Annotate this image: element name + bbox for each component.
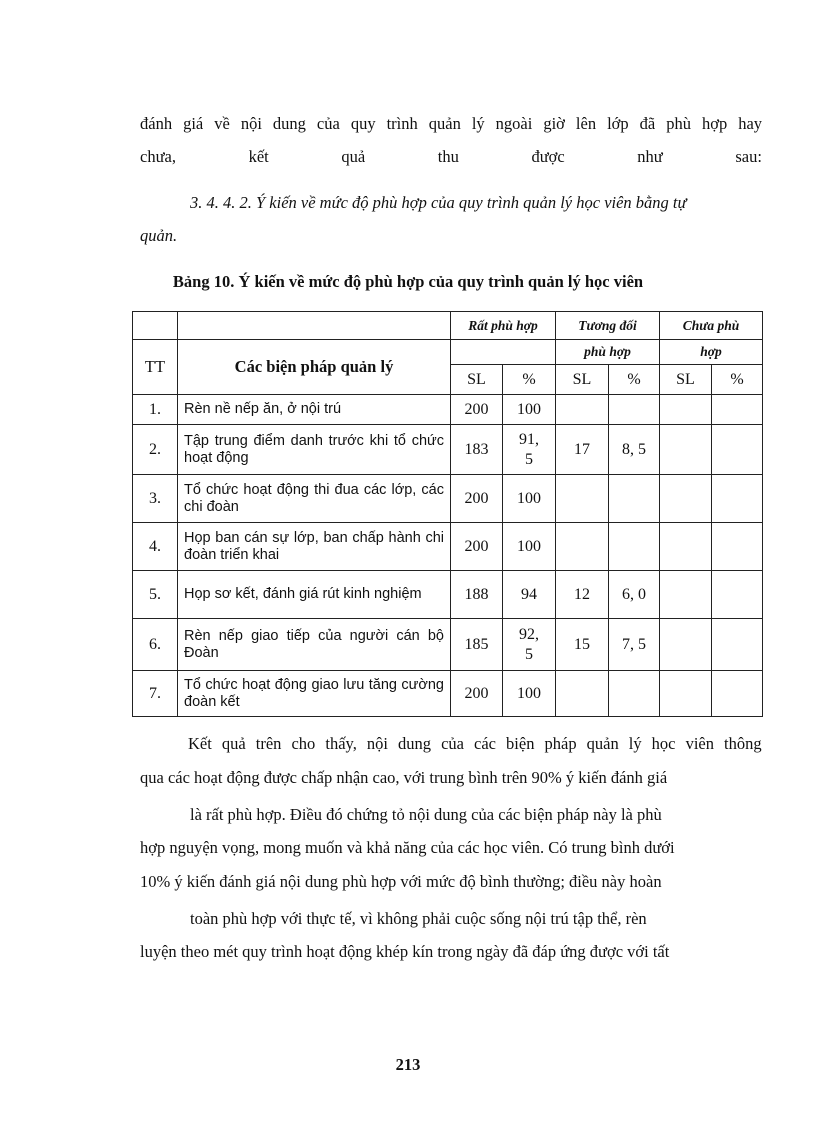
row-name: Tổ chức hoạt động thi đua các lớp, các chi đoàn — [178, 475, 451, 523]
word: chưa, — [140, 147, 176, 166]
results-table — [132, 311, 763, 717]
header-blank-1 — [133, 312, 178, 340]
table-row — [133, 475, 763, 523]
row-pct3 — [712, 395, 763, 425]
row-pct3 — [712, 475, 763, 523]
header-pct: % — [503, 365, 556, 395]
row-sl3 — [660, 395, 712, 425]
row-pct2: 7, 5 — [609, 619, 660, 671]
row-name: Rèn nếp giao tiếp của người cán bộ Đoàn — [178, 619, 451, 671]
row-pct2: 8, 5 — [609, 425, 660, 475]
row-sl2: 17 — [556, 425, 609, 475]
section-heading: 3. 4. 4. 2. Ý kiến về mức độ phù hợp của quy trình quản lý học viên bằng tự — [190, 193, 687, 212]
row-sl2 — [556, 395, 609, 425]
row-tt: 4. — [133, 523, 178, 571]
page-number: 213 — [395, 1055, 421, 1074]
header-relatively-suitable-2: phù hợp — [556, 340, 660, 365]
table-caption: Bảng 10. Ý kiến về mức độ phù hợp của quy trình quản lý học viên — [172, 272, 644, 291]
row-pct2: 6, 0 — [609, 571, 660, 619]
paragraph-line-1 — [188, 733, 762, 755]
row-sl3 — [660, 671, 712, 717]
word: sau: — [735, 147, 762, 166]
row-sl2: 15 — [556, 619, 609, 671]
paragraph-line-5: 10% ý kiến đánh giá nội dung phù hợp với mức độ bình thường; điều này hoàn — [140, 872, 662, 891]
table-row — [133, 571, 763, 619]
header-pct: % — [712, 365, 763, 395]
paragraph-line-4: hợp nguyện vọng, mong muốn và khả năng của các học viên. Có trung bình dưới — [140, 838, 675, 857]
word: quả — [341, 147, 366, 166]
header-blank-3 — [451, 340, 556, 365]
row-pct1: 100 — [503, 395, 556, 425]
row-pct2 — [609, 523, 660, 571]
row-sl1: 185 — [451, 619, 503, 671]
row-pct3 — [712, 523, 763, 571]
word: thu — [437, 147, 459, 166]
row-name: Họp ban cán sự lớp, ban chấp hành chi đoàn triển khai — [178, 523, 451, 571]
header-tt: TT — [133, 340, 178, 395]
row-pct3 — [712, 425, 763, 475]
header-not-suitable-2: hợp — [660, 340, 763, 365]
header-blank-2 — [178, 312, 451, 340]
row-pct3 — [712, 619, 763, 671]
row-sl1: 200 — [451, 523, 503, 571]
row-sl2 — [556, 671, 609, 717]
row-sl3 — [660, 523, 712, 571]
intro-line-2 — [140, 146, 762, 168]
row-sl3 — [660, 425, 712, 475]
table-row — [133, 425, 763, 475]
row-sl3 — [660, 475, 712, 523]
row-sl1: 188 — [451, 571, 503, 619]
section-heading-cont: quản. — [140, 226, 178, 245]
row-sl3 — [660, 571, 712, 619]
row-pct1: 100 — [503, 523, 556, 571]
table-row — [133, 523, 763, 571]
row-sl1: 200 — [451, 475, 503, 523]
header-very-suitable: Rất phù hợp — [451, 312, 556, 340]
header-sl: SL — [451, 365, 503, 395]
row-sl3 — [660, 619, 712, 671]
row-sl2 — [556, 523, 609, 571]
header-relatively-suitable: Tương đối — [556, 312, 660, 340]
word: như — [637, 147, 663, 166]
row-pct1: 94 — [503, 571, 556, 619]
table-row — [133, 671, 763, 717]
row-name: Tập trung điểm danh trước khi tổ chức hoạt động — [178, 425, 451, 475]
paragraph-text: Kết quả trên cho thấy, nội dung của các biện pháp quản lý học viên thông — [188, 734, 762, 753]
row-name: Họp sơ kết, đánh giá rút kinh nghiệm — [178, 571, 451, 619]
row-pct3 — [712, 671, 763, 717]
row-pct1: 92, 5 — [503, 619, 556, 671]
row-name: Tổ chức hoạt động giao lưu tăng cường đoàn kết — [178, 671, 451, 717]
row-tt: 2. — [133, 425, 178, 475]
header-sl: SL — [660, 365, 712, 395]
row-sl1: 200 — [451, 671, 503, 717]
paragraph-line-6: toàn phù hợp với thực tế, vì không phải cuộc sống nội trú tập thể, rèn — [190, 909, 647, 928]
row-tt: 7. — [133, 671, 178, 717]
header-pct: % — [609, 365, 660, 395]
row-name: Rèn nề nếp ăn, ở nội trú — [178, 395, 451, 425]
row-sl2: 12 — [556, 571, 609, 619]
row-pct2 — [609, 475, 660, 523]
row-tt: 1. — [133, 395, 178, 425]
row-tt: 5. — [133, 571, 178, 619]
row-sl1: 200 — [451, 395, 503, 425]
word: được — [531, 147, 565, 166]
table-row — [133, 619, 763, 671]
row-pct1: 91, 5 — [503, 425, 556, 475]
row-tt: 3. — [133, 475, 178, 523]
table-row — [133, 395, 763, 425]
word: kết — [248, 147, 269, 166]
header-measures: Các biện pháp quản lý — [178, 340, 451, 395]
row-sl1: 183 — [451, 425, 503, 475]
intro-line-1 — [140, 113, 762, 135]
paragraph-line-2: qua các hoạt động được chấp nhận cao, với trung bình trên 90% ý kiến đánh giá — [140, 768, 668, 787]
header-sl: SL — [556, 365, 609, 395]
row-pct2 — [609, 395, 660, 425]
header-not-suitable: Chưa phù — [660, 312, 763, 340]
row-pct1: 100 — [503, 671, 556, 717]
row-pct1: 100 — [503, 475, 556, 523]
paragraph-line-3: là rất phù hợp. Điều đó chứng tỏ nội dung của các biện pháp này là phù — [190, 805, 662, 824]
row-sl2 — [556, 475, 609, 523]
row-pct3 — [712, 571, 763, 619]
row-pct2 — [609, 671, 660, 717]
row-tt: 6. — [133, 619, 178, 671]
intro-line-1-text: đánh giá về nội dung của quy trình quản lý ngoài giờ lên lớp đã phù hợp hay — [140, 114, 763, 133]
paragraph-line-7: luyện theo mét quy trình hoạt động khép kín trong ngày đã đáp ứng được với tất — [140, 942, 670, 961]
